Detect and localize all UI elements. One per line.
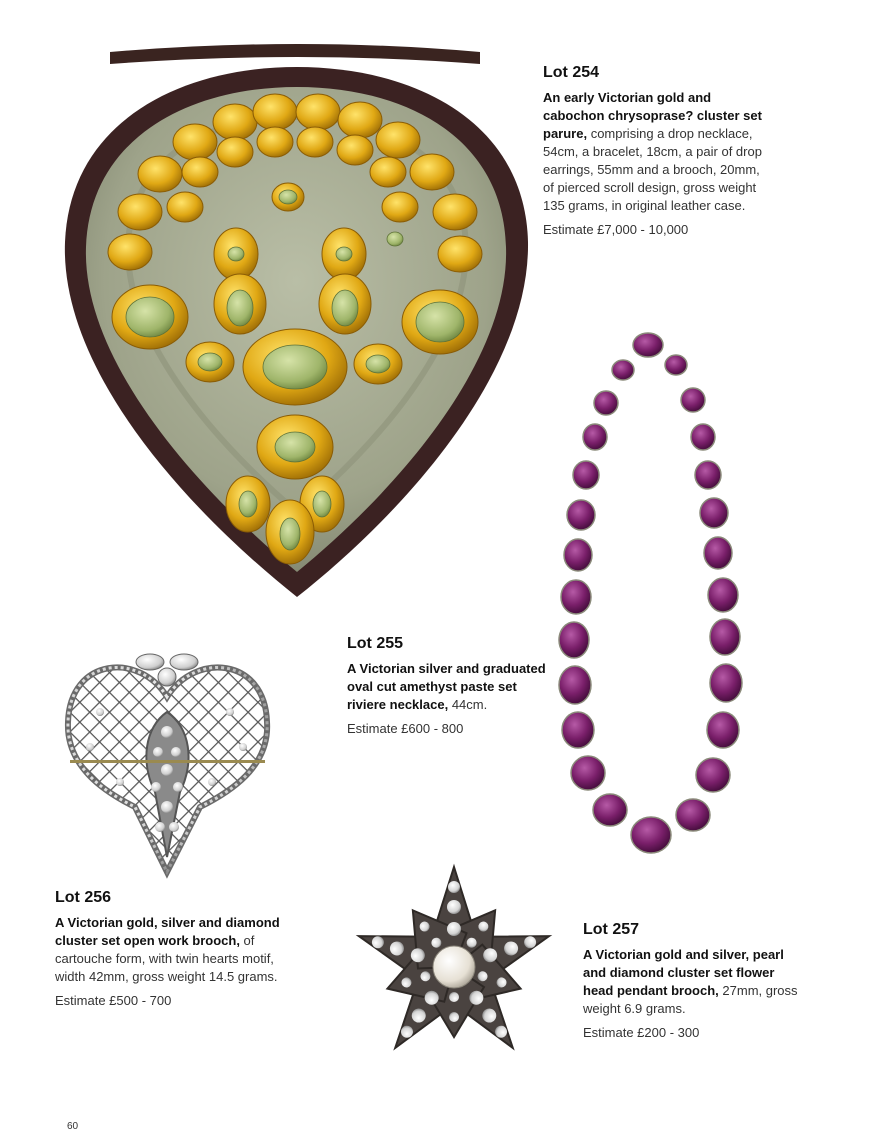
lot-254-description: [543, 89, 768, 215]
lot-255-lead: A Victorian silver and graduated oval cut amethyst paste set riviere necklace,: [347, 661, 546, 712]
lot-257-lead: A Victorian gold and silver, pearl and diamond cluster set flower head pendant brooch,: [583, 947, 784, 998]
lot-257-title: Lot 257: [583, 921, 640, 938]
lot-254-entry: [543, 63, 768, 239]
lot-255-entry: [347, 634, 559, 738]
lot-254-title: Lot 254: [543, 64, 600, 81]
lot-256-description: [55, 914, 290, 986]
lot-254-lead: An early Victorian gold and cabochon chrysoprase? cluster set parure,: [543, 90, 762, 141]
lot-257-estimate: Estimate £200 - 300: [583, 1025, 700, 1040]
page-number: 60: [67, 1121, 79, 1132]
lot-255-description: [347, 660, 559, 714]
lot-255-title: Lot 255: [347, 635, 404, 652]
lot-256-estimate: Estimate £500 - 700: [55, 993, 172, 1008]
lot-255-details: 44cm.: [448, 697, 488, 712]
lot-257-entry: [583, 920, 798, 1042]
lot-254-details: comprising a drop necklace, 54cm, a bracelet, 18cm, a pair of drop earrings, 55mm and a brooch, 20mm, of pierced scroll design, gross weight 135 grams, in original leather case.: [543, 126, 762, 213]
lot-256-lead: A Victorian gold, silver and diamond cluster set open work brooch,: [55, 915, 280, 948]
flower-head-brooch-image: [342, 855, 567, 1080]
lot-256-entry: [55, 888, 290, 1010]
amethyst-necklace-image: [548, 325, 763, 880]
lot-254-estimate: Estimate £7,000 - 10,000: [543, 222, 689, 237]
openwork-brooch-image: [60, 642, 275, 880]
lot-255-estimate: Estimate £600 - 800: [347, 721, 464, 736]
parure-in-case-image: [60, 42, 535, 602]
lot-256-title: Lot 256: [55, 889, 112, 906]
lot-257-details: 27mm, gross weight 6.9 grams.: [583, 983, 798, 1016]
lot-257-description: [583, 946, 798, 1018]
lot-256-details: of cartouche form, with twin hearts motif, width 42mm, gross weight 14.5 grams.: [55, 933, 278, 984]
